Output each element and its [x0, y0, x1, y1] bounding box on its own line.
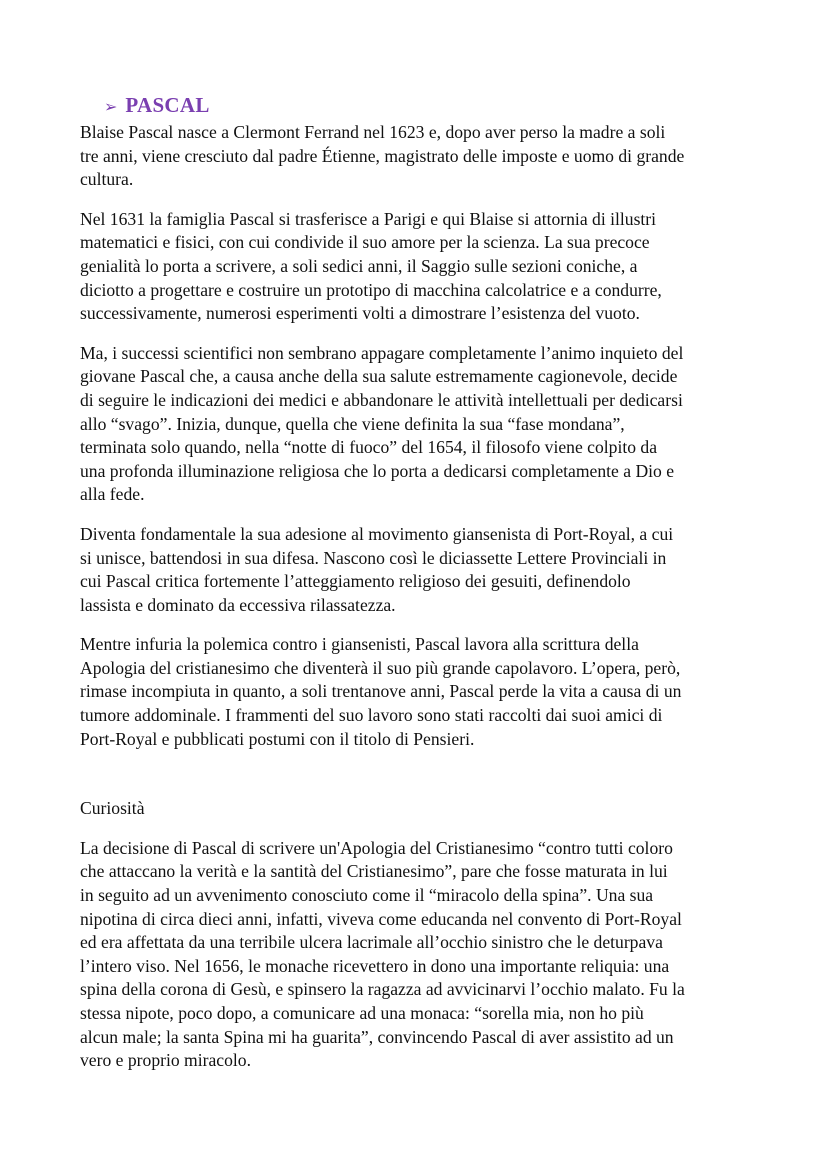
text-line: giovane Pascal che, a causa anche della sua salute estremamente cagionevole, decide [80, 366, 678, 387]
text-line: Blaise Pascal nasce a Clermont Ferrand nel 1623 e, dopo aver perso la madre a soli [80, 122, 666, 142]
text-line: terminata solo quando, nella “notte di fuoco” del 1654, il filosofo viene colpito da [80, 437, 658, 458]
heading-title: PASCAL [125, 92, 210, 117]
paragraph [80, 633, 780, 751]
text-line: di seguire le indicazioni dei medici e abbandonare le attività intellettuali per dedicarsi [80, 389, 683, 410]
text-line: ed era affettata da una terribile ulcera lacrimale all’occhio sinistro che le deturpava [80, 932, 663, 953]
text-line: La decisione di Pascal di scrivere un'Apologia del Cristianesimo “contro tutti coloro [80, 837, 673, 858]
text-line: matematici e fisici, con cui condivide il suo amore per la scienza. La sua precoce [80, 232, 650, 253]
paragraph [80, 121, 780, 192]
text-line: spina della corona di Gesù, e spinsero la ragazza ad avvicinarvi l’occhio malato. Fu la [80, 979, 685, 1000]
text-line: l’intero viso. Nel 1656, le monache ricevettero in dono una importante reliquia: una [80, 955, 670, 976]
curiosita-paragraph [80, 837, 780, 1073]
paragraph [80, 523, 780, 617]
curiosita-heading: Curiosità [80, 798, 145, 819]
text-line: si unisce, battendosi in sua difesa. Nascono così le diciassette Lettere Provinciali in [80, 547, 667, 568]
text-line: Mentre infuria la polemica contro i giansenisti, Pascal lavora alla scrittura della [80, 634, 639, 655]
biography-section [80, 121, 780, 751]
text-line: rimase incompiuta in quanto, a soli trentanove anni, Pascal perde la vita a causa di un [80, 681, 682, 702]
text-line: allo “svago”. Inizia, dunque, quella che viene definita la sua “fase mondana”, [80, 413, 625, 434]
paragraph [80, 208, 780, 326]
text-line: lassista e dominato da eccessiva rilassatezza. [80, 594, 396, 615]
text-line: alcun male; la santa Spina mi ha guarita”, convincendo Pascal di aver assistito ad un [80, 1026, 674, 1047]
text-line: genialità lo porta a scrivere, a soli sedici anni, il Saggio sulle sezioni coniche, a [80, 255, 638, 276]
arrow-bullet-icon: ➢ [104, 99, 118, 116]
text-line: Nel 1631 la famiglia Pascal si trasferisce a Parigi e qui Blaise si attornia di illustri [80, 208, 657, 229]
text-line: successivamente, numerosi esperimenti volti a dimostrare l’esistenza del vuoto. [80, 303, 640, 324]
text-line: Port-Royal e pubblicati postumi con il titolo di Pensieri. [80, 728, 475, 749]
text-line: tre anni, viene cresciuto dal padre Étienne, magistrato delle imposte e uomo di grande [80, 145, 685, 166]
text-line: diciotto a progettare e costruire un prototipo di macchina calcolatrice e a condurre, [80, 279, 662, 300]
document-page [80, 92, 780, 1089]
text-line: tumore addominale. I frammenti del suo lavoro sono stati raccolti dai suoi amici di [80, 705, 663, 726]
text-line: in seguito ad un avvenimento conosciuto come il “miracolo della spina”. Una sua [80, 885, 654, 906]
text-line: cui Pascal critica fortemente l’atteggiamento religioso dei gesuiti, definendolo [80, 571, 631, 592]
text-line: nipotina di circa dieci anni, infatti, viveva come educanda nel convento di Port-Royal [80, 908, 682, 929]
text-line: che attaccano la verità e la santità del Cristianesimo”, pare che fosse maturata in lui [80, 861, 668, 882]
paragraph [80, 342, 780, 507]
text-line: Ma, i successi scientifici non sembrano appagare completamente l’animo inquieto del [80, 342, 684, 363]
text-line: una profonda illuminazione religiosa che lo porta a dedicarsi completamente a Dio e [80, 460, 675, 481]
text-line: alla fede. [80, 484, 145, 505]
text-line: stessa nipote, poco dopo, a comunicare ad una monaca: “sorella mia, non ho più [80, 1003, 644, 1023]
text-line: Apologia del cristianesimo che diventerà il suo più grande capolavoro. L’opera, però, [80, 657, 681, 678]
section-heading [104, 92, 780, 118]
text-line: cultura. [80, 169, 134, 190]
text-line: Diventa fondamentale la sua adesione al movimento giansenista di Port-Royal, a cui [80, 523, 674, 544]
text-line: vero e proprio miracolo. [80, 1050, 251, 1071]
